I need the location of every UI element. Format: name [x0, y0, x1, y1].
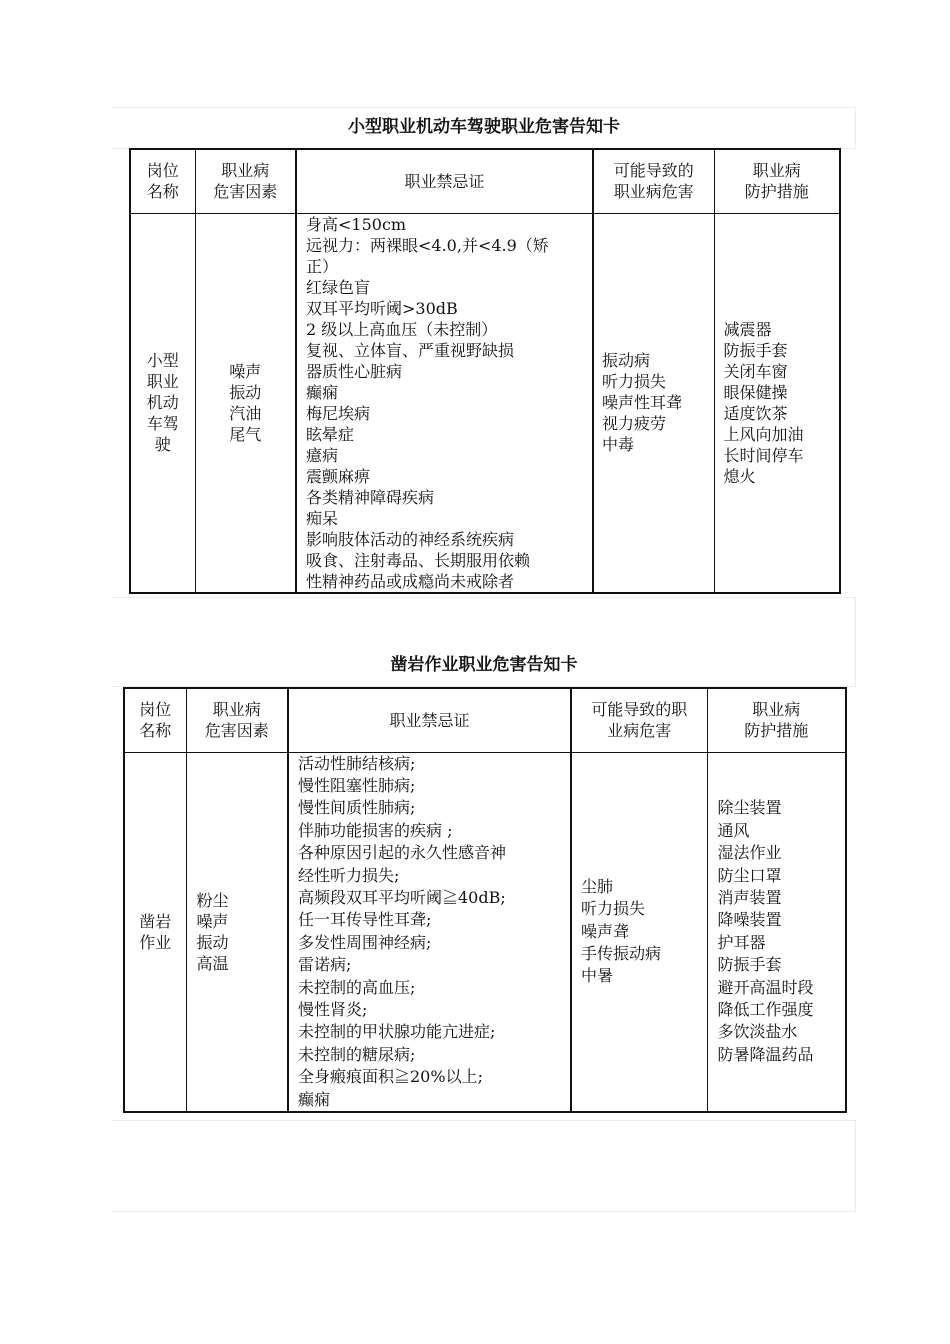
protective-measures-cell: 除尘装置 通风 湿法作业 防尘口罩 消声装置 降噪装置 护耳器 防振手套 避开高温时段 降低工作强度 多饮淡盐水 防暑降温药品: [707, 752, 846, 1112]
header-hazard-factors: 职业病 危害因素: [186, 688, 288, 752]
hazard-card-table: [129, 148, 841, 594]
possible-diseases-cell: 尘肺 听力损失 噪声聋 手传振动病 中暑: [571, 752, 707, 1112]
header-protective-measures: 职业病 防护措施: [707, 688, 846, 752]
possible-diseases-cell: 振动病 听力损失 噪声性耳聋 视力疲劳 中毒: [593, 213, 714, 593]
post-name-cell: 小型 职业 机动 车驾 驶: [130, 213, 195, 593]
card-title: 凿岩作业职业危害告知卡: [390, 655, 578, 675]
hazard-card-table: [123, 687, 847, 1113]
header-post-name: 岗位 名称: [124, 688, 186, 752]
header-possible-diseases: 可能导致的 职业病危害: [593, 149, 714, 213]
hazard-factors-cell: 噪声 振动 汽油 尾气: [195, 213, 296, 593]
hazard-factors-cell: 粉尘 噪声 振动 高温: [186, 752, 288, 1112]
header-protective-measures: 职业病 防护措施: [714, 149, 840, 213]
contraindications-cell: 身高<150cm 远视力：两裸眼<4.0,并<4.9（矫 正） 红绿色盲 双耳平均听阈>30dB 2 级以上高血压（未控制） 复视、立体盲、严重视野缺损 器质性心脏病 癫痫 梅尼埃病 眩晕症 癔病 震颤麻痹 各类精神障碍疾病 痴呆 影响肢体活动的神经系统疾病 吸食、注射毒品、长期服用依赖 性精神药品或成瘾尚未戒除者: [296, 213, 593, 593]
header-hazard-factors: 职业病 危害因素: [195, 149, 296, 213]
contraindications-cell: 活动性肺结核病; 慢性阻塞性肺病; 慢性间质性肺病; 伴肺功能损害的疾病 ; 各种原因引起的永久性感音神 经性听力损失; 高频段双耳平均听阈≧40dB; 任一耳传导性耳聋; 多发性周围神经病; 雷诺病; 未控制的高血压; 慢性肾炎; 未控制的甲状腺功能亢进症; 未控制的糖尿病; 全身瘢痕面积≧20%以上; 癫痫: [288, 752, 571, 1112]
header-contraindications: 职业禁忌证: [288, 688, 571, 752]
post-name-cell: 凿岩 作业: [124, 752, 186, 1112]
header-possible-diseases: 可能导致的职 业病危害: [571, 688, 707, 752]
bottom-frame: [112, 1120, 856, 1212]
protective-measures-cell: 减震器 防振手套 关闭车窗 眼保健操 适度饮茶 上风向加油 长时间停车 熄火: [714, 213, 840, 593]
header-contraindications: 职业禁忌证: [296, 149, 593, 213]
header-post-name: 岗位 名称: [130, 149, 195, 213]
card-title: 小型职业机动车驾驶职业危害告知卡: [348, 117, 620, 137]
